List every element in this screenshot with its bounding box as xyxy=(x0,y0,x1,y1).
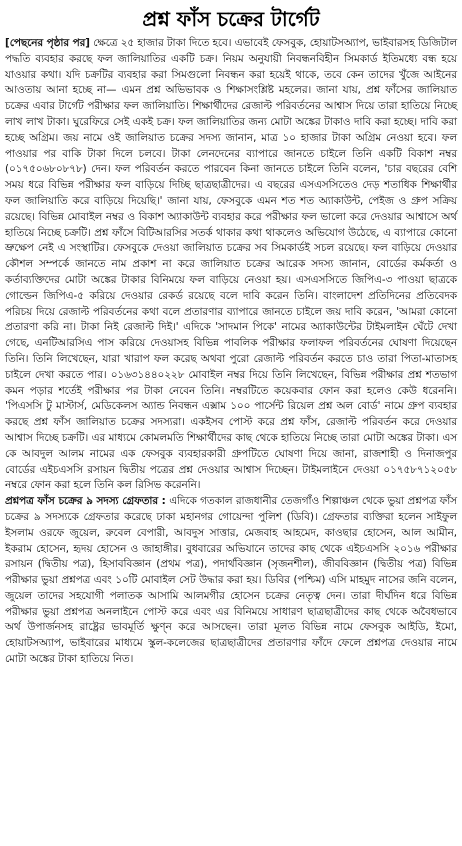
article-headline: প্রশ্ন ফাঁস চক্রের টার্গেট xyxy=(142,7,320,31)
article-paragraph xyxy=(5,36,457,494)
paragraph-text: এদিকে গতকাল রাজধানীর তেজগাঁও শিল্পাঞ্চল থেকে ভুয়া প্রশ্নপত্র ফাঁস চক্রের ৯ সদস্যকে গ্রেফতার করেছে ঢাকা মহানগর গোয়েন্দা পুলিশ (ডিবি)। গ্রেফতার ব্যক্তিরা হলেন সাইফুল ইসলাম ওরফে জুয়েল, রুবেল বেপারী, আবদুস সাত্তার, মেজবাহ আহমেদ, কাওছার হোসেন, আল আমীন, ইকরাম হোসেন, হৃদয় হোসেন ও জাহাঙ্গীর। বুধবারের অভিযানে তাদের কাছ থেকে এইচএসসি ২০১৬ পরীক্ষার রসায়ন (দ্বিতীয় পত্র), হিসাববিজ্ঞান (প্রথম পত্র), পদার্থবিজ্ঞান (সৃজনশীল), জীববিজ্ঞান (দ্বিতীয় পত্র) বিভিন্ন পরীক্ষার ভুয়া প্রশ্নপত্র এবং ১০টি মোবাইল সেট উদ্ধার করা হয়। ডিবির (পশ্চিম) এসি মাহমুদ নাসের জনি বলেন, জুয়েল তাদের সহযোগী পলাতক আসামি আলমগীর হোসেন চক্রের নেতৃত্ব দেন। তারা দীর্ঘদিন ধরে বিভিন্ন পরীক্ষার ভুয়া প্রশ্নপত্র অনলাইনে পোস্ট করে এবং এর বিনিময়ে সাধারণ ছাত্রছাত্রীদের কাছ থেকে অবৈধভাবে অর্থ উপার্জনসহ রাষ্ট্রের ভাবমূর্তি ক্ষুণ্ন করে আসছেন। তারা মূলত বিভিন্ন নামে ফেসবুক আইডি, ইমো, হোয়াটসঅ্যাপ, ভাইবারের মাধ্যমে স্কুল-কলেজের ছাত্রছাত্রীদের প্রতারণার ফাঁদে ফেলে প্রশ্নপত্র দেওয়ার নামে মোটা অঙ্কের টাকা হাতিয়ে নিত। xyxy=(5,495,457,666)
article-paragraph xyxy=(5,494,457,668)
article-body xyxy=(5,36,457,668)
paragraph-text: ক্ষেত্রে ২৫ হাজার টাকা দিতে হবে। এভাবেই ফেসবুক, হোয়াটসঅ্যাপ, ভাইবারসহ ডিজিটাল পদ্ধতি ব্যবহার করছে ফল জালিয়াতির একটি চক্র। নিয়ম অনুযায়ী নিবন্ধনবিহীন সিমকার্ড ইতিমধ্যে বন্ধ হয়ে যাওয়ার কথা। যদি চক্রটির ব্যবহার করা সিমগুলো নিবন্ধন করা হয়েই থাকে, তবে কেন তাদের খুঁজে আইনের আওতায় আনা হচ্ছে না— এমন প্রশ্ন অভিভাবক ও শিক্ষাসংশ্লিষ্ট মহলের। জানা যায়, প্রশ্ন ফাঁসের জালিয়াত চক্রের এবার টার্গেট পরীক্ষার ফল জালিয়াতি। শিক্ষার্থীদের রেজাল্ট পরিবর্তনের আশ্বাস দিয়ে তারা হাতিয়ে নিচ্ছে লাখ লাখ টাকা। ঘুরেফিরে সেই একই চক্র। ফল জালিয়াতির জন্য মোটা অঙ্কের টাকাও দাবি করা হচ্ছে। দাবি করা হচ্ছে অগ্রিম। জয় নামে ওই জালিয়াত চক্রের সদস্য জানান, মাত্র ১০ হাজার টাকা অগ্রিম নেওয়া হবে। ফল পাওয়ার পর বাকি টাকা দিলে চলবে। টাকা লেনদেনের ব্যাপারে জানতে চাইলে তিনি একটি বিকাশ নম্বর (০১৭৫০৬৮০৮৭৮) দেন। ফল পরিবর্তন করতে পারবেন কিনা জানতে চাইলে তিনি বলেন, 'চার বছরের বেশি সময় ধরে বিভিন্ন পরীক্ষার ফল বাড়িয়ে দিচ্ছি ছাত্রছাত্রীদের। এ বছরের এসএসসিতেও দেড় শতাধিক শিক্ষার্থীর ফল জালিয়াতি করে বাড়িয়ে দিয়েছি।' জানা যায়, ফেসবুকে এমন শত শত অ্যাকাউন্ট, পেইজ ও গ্রুপ সক্রিয় রয়েছে। বিভিন্ন মোবাইল নম্বর ও বিকাশ অ্যাকাউন্ট ব্যবহার করে পরীক্ষার ফল ভালো করে দেওয়ার আশ্বাসে অর্থ হাতিয়ে নিচ্ছে চক্রটি। প্রশ্ন ফাঁসে বিটিআরসির সতর্ক থাকার কথা থাকলেও অভিযোগ উঠেছে, এ ব্যাপারে কোনো ভ্রুক্ষেপ নেই এ সংস্থাটির। ফেসবুকে দেওয়া জালিয়াত চক্রের সব সিমকার্ডই সচল রয়েছে। ফল বাড়িয়ে দেওয়ার কৌশল সম্পর্কে জানতে নাম প্রকাশ না করে জালিয়াত চক্রের আরেক সদস্য জানান, বোর্ডের কর্মকর্তা ও কর্তাব্যক্তিদের মোটা অঙ্কের টাকার বিনিময়ে ফল বাড়িয়ে নেওয়া হয়। এসএসসিতে জিপিএ-৩ পাওয়া ছাত্রকে গোল্ডেন জিপিএ-৫ করিয়ে দেওয়ার রেকর্ড রয়েছে বলে দাবি করেন তিনি। বাংলাদেশ প্রতিদিনের প্রতিবেদক পরিচয় দিয়ে রেজাল্ট পরিবর্তনের কথা বলে প্রতারণার ব্যাপারে জানতে চাইলে জয় দাবি করেন, 'আমরা কোনো প্রতারণা করি না। টাকা নিই রেজাল্ট দিই।' এদিকে 'সাদমান পিকে' নামের অ্যাকাউন্টের টাইমলাইন ঘেঁটে দেখা গেছে, এনটিআরসিএ পাস করিয়ে দেওয়াসহ বিভিন্ন পাবলিক পরীক্ষার ফলাফল পরিবর্তনের ঘোষণা দিয়েছেন তিনি। তিনি লিখেছেন, যারা খারাপ ফল করেছ অথবা পুরো রেজাল্ট পরিবর্তন করতে চাও তারা পিতা-মাতাসহ চাইলে দেখা করতে পার। ০১৬৩১৪৪০২২৮ মোবাইল নম্বর দিয়ে তিনি লিখেছেন, বিভিন্ন পরীক্ষার প্রশ্ন শতভাগ কমন পড়ার শর্তেই পরীক্ষার পর টাকা নেবেন তিনি। নম্বরটিতে কয়েকবার ফোন করা হলেও কেউ ধরেননি। 'পিএসসি টু মাস্টার্স, মেডিকেলস অ্যান্ড নিবন্ধন এক্সাম ১০০ পার্সেন্ট রিয়েল প্রশ্ন অল বোর্ড' নামে গ্রুপ ব্যবহার করছে প্রশ্ন ফাঁস জালিয়াত চক্রের সদস্যরা। একইসব পোস্ট করে প্রশ্ন ফাঁস, রেজাল্ট পরিবর্তন করে দেওয়ার আশ্বাস দিচ্ছে চক্রটি। এর মাধ্যমে কোমলমতি শিক্ষার্থীদের কাছ থেকে হাতিয়ে নিচ্ছে তারা মোটা অঙ্কের টাকা। এস কে আবদুল আলম নামের এক ফেসবুক ব্যবহারকারী গ্রুপটিতে ঘোষণা দিয়ে জানা, রাজশাহী ও দিনাজপুর বোর্ডের এইচএসসি রসায়ন দ্বিতীয় পত্রের প্রশ্ন দেওয়ার আশ্বাস দিচ্ছেন। টাইমলাইনে দেওয়া ০১৭৫৮৭১২০৫৮ নম্বরে ফোন করা হলে তিনি কল রিসিভ করেননি। xyxy=(5,37,457,492)
section-subheading: প্রশ্নপত্র ফাঁস চক্রের ৯ সদস্য গ্রেফতার : xyxy=(5,495,166,508)
continued-from-label: [পেছনের পৃষ্ঠার পর] xyxy=(5,37,90,49)
